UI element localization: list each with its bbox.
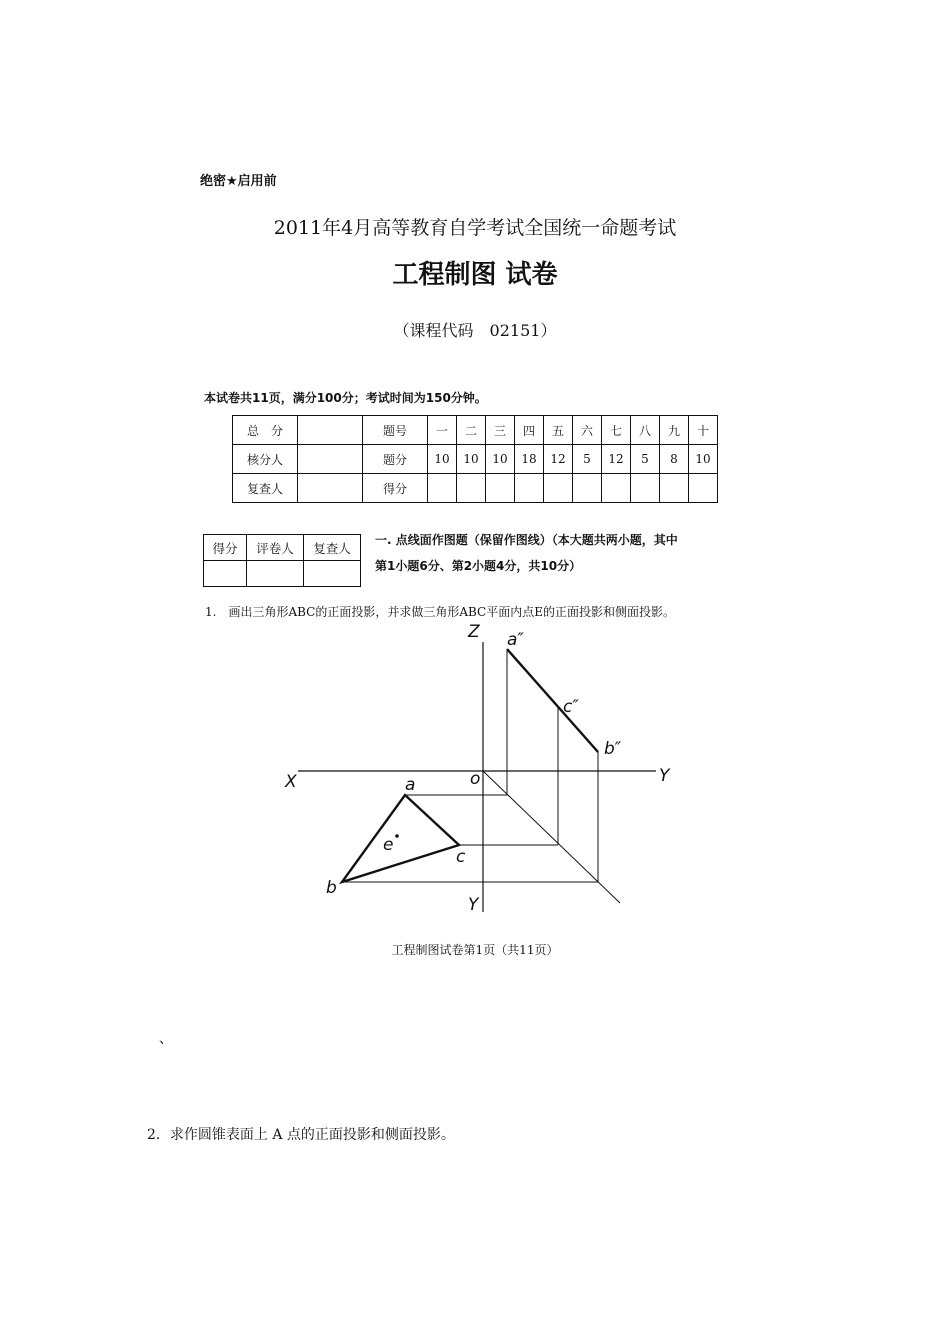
- question-2: 2．求作圆锥表面上 A 点的正面投影和侧面投影。: [147, 1127, 455, 1143]
- score-cell: [486, 474, 515, 503]
- question-points: 18: [515, 445, 544, 474]
- label-total: 总 分: [233, 416, 298, 445]
- label-points: 题分: [363, 445, 428, 474]
- exam-title: 2011年4月高等教育自学考试全国统一命题考试: [273, 217, 677, 239]
- label-z: Z: [468, 622, 480, 642]
- question-1: 1. 画出三角形ABC的正面投影，并求做三角形ABC平面内点E的正面投影和侧面投影。: [205, 605, 675, 619]
- label-question-no: 题号: [363, 416, 428, 445]
- question-no: 十: [689, 416, 718, 445]
- label-c2: c″: [563, 697, 579, 717]
- question-points: 12: [544, 445, 573, 474]
- triangle-abc: [342, 795, 459, 882]
- score-cell: [428, 474, 457, 503]
- score-cell: [457, 474, 486, 503]
- score-cell: [602, 474, 631, 503]
- label-score: 得分: [363, 474, 428, 503]
- score-cell: [573, 474, 602, 503]
- score-cell: [689, 474, 718, 503]
- course-code: （课程代码 02151）: [393, 321, 557, 340]
- reviewer-cell: [298, 474, 363, 503]
- score-cell: [544, 474, 573, 503]
- question-points: 10: [428, 445, 457, 474]
- point-e: [395, 834, 399, 838]
- section-heading: [375, 527, 735, 579]
- label-b: b: [326, 878, 337, 898]
- question-no: 三: [486, 416, 515, 445]
- label-a2: a″: [507, 630, 524, 650]
- label-a: a: [405, 775, 416, 795]
- label-reviewer: 复查人: [233, 474, 298, 503]
- label-reviewer: 复查人: [304, 535, 361, 561]
- question-points: 5: [573, 445, 602, 474]
- label-b2: b″: [604, 739, 622, 759]
- section-heading-line2: 第1小题6分、第2小题4分，共10分）: [375, 559, 582, 573]
- question-no: 四: [515, 416, 544, 445]
- label-e: e: [383, 835, 394, 855]
- question-points: 8: [660, 445, 689, 474]
- side-edge-a-b: [507, 649, 598, 752]
- subject-title: 工程制图 试卷: [392, 260, 558, 290]
- total-cell: [298, 416, 363, 445]
- section-heading-line1: 一. 点线面作图题（保留作图线）（本大题共两小题，其中: [375, 533, 678, 547]
- page-footer: 工程制图试卷第1页（共11页）: [391, 943, 559, 957]
- score-cell: [515, 474, 544, 503]
- question-points: 12: [602, 445, 631, 474]
- label-o: o: [470, 769, 481, 789]
- reviewer-cell: [304, 561, 361, 587]
- checker-cell: [298, 445, 363, 474]
- score-cell: [660, 474, 689, 503]
- question-no: 六: [573, 416, 602, 445]
- stray-mark: 、: [159, 1031, 173, 1047]
- question-points: 10: [457, 445, 486, 474]
- question-points: 5: [631, 445, 660, 474]
- question-no: 七: [602, 416, 631, 445]
- label-score: 得分: [204, 535, 247, 561]
- score-table: [232, 415, 718, 503]
- label-y2: Y: [468, 895, 479, 915]
- question-no: 九: [660, 416, 689, 445]
- score-cell: [631, 474, 660, 503]
- question-no: 二: [457, 416, 486, 445]
- question-no: 五: [544, 416, 573, 445]
- grader-cell: [247, 561, 304, 587]
- question-no: 八: [631, 416, 660, 445]
- question-points: 10: [486, 445, 515, 474]
- miter-line: [483, 771, 620, 903]
- label-y1: Y: [659, 766, 670, 786]
- question-no: 一: [428, 416, 457, 445]
- score-cell: [204, 561, 247, 587]
- question-points: 10: [689, 445, 718, 474]
- label-grader: 评卷人: [247, 535, 304, 561]
- exam-info: 本试卷共11页，满分100分；考试时间为150分钟。: [204, 391, 487, 405]
- projection-drawing: [280, 620, 680, 920]
- grader-table: [203, 534, 361, 587]
- confidential-label: 绝密★启用前: [200, 174, 277, 189]
- label-x: X: [285, 772, 297, 792]
- label-c: c: [456, 847, 466, 867]
- label-checker: 核分人: [233, 445, 298, 474]
